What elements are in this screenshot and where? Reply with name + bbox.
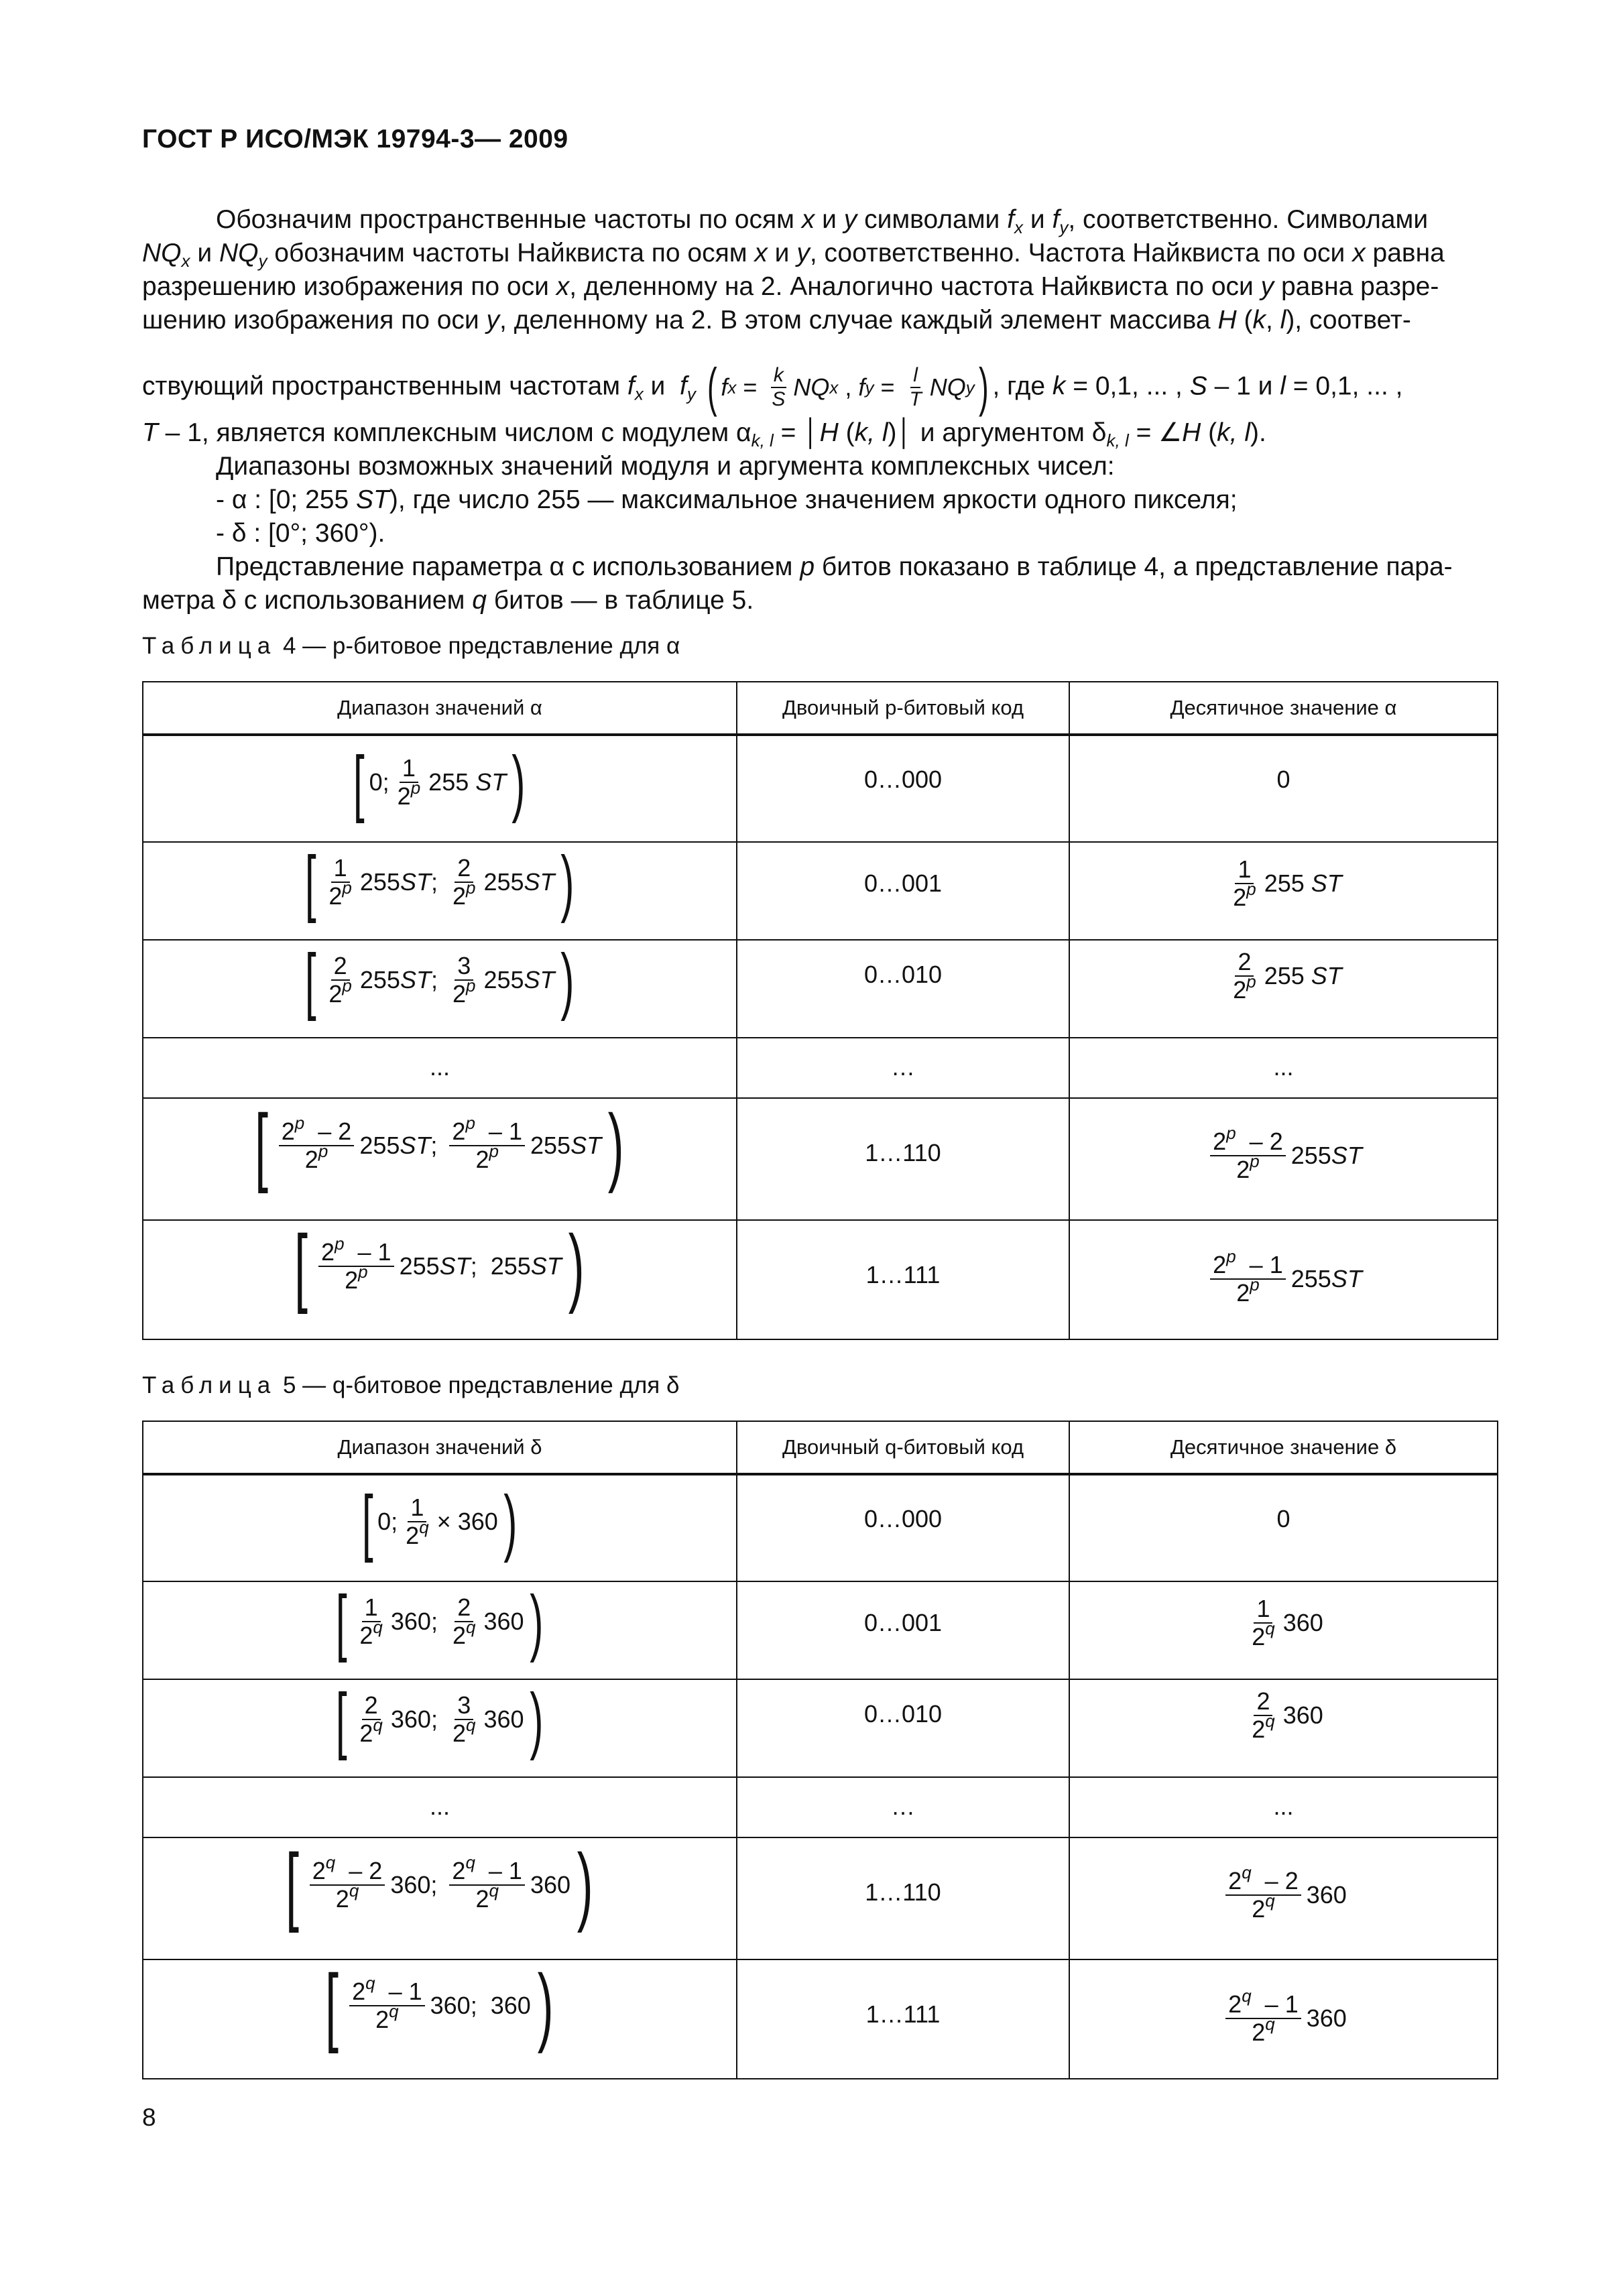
table-row: [ $\frac{2^q - 2}{2^q}$ 360; $\frac{2^q - 1}{2^q}$ 360 ) 1…110 $\frac{2^q - 2}{2^q}$ 360	[143, 1837, 1498, 1959]
table-row: [ 0; $\frac{1}{2^q}$ × 360 ) 0…000 0	[143, 1474, 1498, 1581]
table-row: [ $\frac{2}{2^q}$ 360; $\frac{3}{2^q}$ 360 ) 0…010 $\frac{2}{2^q}$ 360	[143, 1679, 1498, 1777]
text-line: ствующий пространственным частотам $f_x$ и $f_y$ ( f x = $\frac{k}{S}$ NQ x , f y = $\frac{l}{T}$ NQ y ) , где k = 0,1, ... , S – 1 и l = 0,1, ... ,	[142, 357, 1403, 417]
text-line: разрешению изображения по оси x, деленному на 2. Аналогично частота Найквиста по оси y равна разре-	[142, 272, 1439, 301]
text-line: шению изображения по оси y, деленному на 2. В этом случае каждый элемент массива H (k, l), соответ-	[142, 306, 1411, 335]
table-row: [ $\frac{2^p - 1}{2^p}$ 255 ST ; 255 ST ) 1…111 $\frac{2^p - 1}{2^p}$ 255 ST	[143, 1220, 1498, 1339]
table4-header-decimal: Десятичное значение α	[1069, 682, 1498, 735]
text-line: - δ : [0°; 360°).	[216, 519, 385, 548]
table4-caption: Таблица 4 — p-битовое представление для α	[142, 633, 680, 659]
text-line: - α : [0; 255 ST), где число 255 — максимальное значением яркости одного пикселя;	[216, 485, 1238, 514]
table-row: [ $\frac{2^p - 2}{2^p}$ 255 ST ; $\frac{2^p - 1}{2^p}$ 255 ST ) 1…110 $\frac{2^p - 2}{2^p}$ 255 ST	[143, 1098, 1498, 1220]
table-row: [ $\frac{1}{2^q}$ 360; $\frac{2}{2^q}$ 360 ) 0…001 $\frac{1}{2^q}$ 360	[143, 1581, 1498, 1679]
table-row: ... … ...	[143, 1038, 1498, 1098]
table-row: [ $\frac{2}{2^p}$ 255 ST ; $\frac{3}{2^p}$ 255 ST ) 0…010 $\frac{2}{2^p}$ 255 ST	[143, 940, 1498, 1038]
table-row: [ 0; $\frac{1}{2^p}$ 255 ST ) 0…000 0	[143, 735, 1498, 842]
table4-header-range: Диапазон значений α	[143, 682, 737, 735]
table-row: [ $\frac{1}{2^p}$ 255 ST ; $\frac{2}{2^p}$ 255 ST ) 0…001 $\frac{1}{2^p}$ 255 ST	[143, 842, 1498, 940]
table5-header-decimal: Десятичное значение δ	[1069, 1421, 1498, 1474]
table5-header-code: Двоичный q-битовый код	[737, 1421, 1069, 1474]
table4-header-code: Двоичный p-битовый код	[737, 682, 1069, 735]
text-line: метра δ с использованием q битов — в таблице 5.	[142, 586, 754, 615]
table-row: [ $\frac{2^q - 1}{2^q}$ 360; 360 ) 1…111 $\frac{2^q - 1}{2^q}$ 360	[143, 1959, 1498, 2079]
document-header: ГОСТ Р ИСО/МЭК 19794-3— 2009	[142, 125, 568, 154]
table4	[142, 681, 1498, 1340]
table5-header-range: Диапазон значений δ	[143, 1421, 737, 1474]
page-number: 8	[142, 2104, 156, 2131]
table-row: ... … ...	[143, 1777, 1498, 1837]
table5-caption: Таблица 5 — q-битовое представление для δ	[142, 1372, 680, 1398]
text-line: Представление параметра α с использованием p битов показано в таблице 4, а представление пара-	[216, 552, 1453, 581]
text-line: T – 1, является комплексным числом с модулем $\alpha_{k, l}$ = │H (k, l)│ и аргументом $\delta_{k, l}$ = ∠H (k, l).	[142, 418, 1266, 450]
table5	[142, 1421, 1498, 2079]
text-line: Диапазоны возможных значений модуля и аргумента комплексных чисел:	[216, 452, 1115, 481]
text-line: $NQ_x$ и $NQ_y$ обозначим частоты Найквиста по осям x и y, соответственно. Частота Найквиста по оси x равна	[142, 239, 1445, 271]
text-line: Обозначим пространственные частоты по осям x и y символами $f_x$ и $f_y$, соответственно. Символами	[216, 205, 1429, 237]
